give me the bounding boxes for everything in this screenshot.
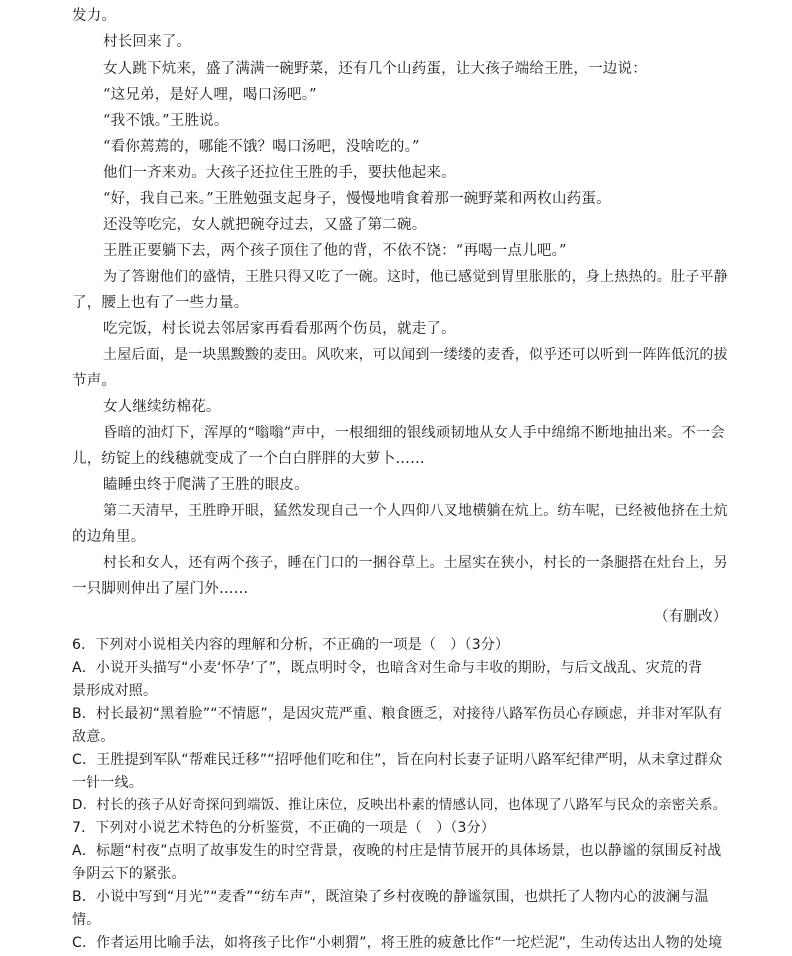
option-line: A．标题“村夜”点明了故事发生的时空背景，夜晚的村庄是情节展开的具体场景，也以静谧的氛围反衬战	[72, 843, 722, 860]
story-line: “看你蔫蔫的，哪能不饿？喝口汤吧，没啥吃的。”	[103, 139, 420, 155]
story-line: 土屋后面，是一块黑黢黢的麦田。风吹来，可以闻到一缕缕的麦香，似乎还可以听到一阵阵低沉的拔	[103, 347, 728, 363]
story-line: 女人继续纺棉花。	[103, 399, 221, 415]
option-line: C．作者运用比喻手法，如将孩子比作“小刺猬”，将王胜的疲惫比作“一坨烂泥”，生动传达出人物的处境	[72, 935, 723, 951]
story-line: 女人跳下炕来，盛了满满一碗野菜，还有几个山药蛋，让大孩子端给王胜，一边说：	[103, 61, 647, 77]
option-line: B．小说中写到“月光”“麦香”“纺车声”，既渲染了乡村夜晚的静谧氛围，也烘托了人物内心的波澜与温	[72, 889, 709, 906]
option-line: A．小说开头描写“小麦‘怀孕’了”，既点明时令，也暗含对生命与丰收的期盼，与后文战乱、灾荒的背	[72, 659, 703, 676]
story-line: “这兄弟，是好人哩，喝口汤吧。”	[103, 87, 317, 103]
story-line: 一只脚则伸出了屋门外……	[72, 581, 249, 597]
question-6-stem: 6．下列对小说相关内容的理解和分析，不正确的一项是（ ）（3分）	[72, 637, 510, 653]
option-line: B．村长最初“黑着脸”“不情愿”，是因灾荒严重、粮食匮乏，对接待八路军伤员心存顾虑，并非对军队有	[72, 705, 723, 722]
option-line: 一针一线。	[72, 774, 143, 791]
story-line: 第二天清早，王胜睁开眼，猛然发现自己一个人四仰八叉地横躺在炕上。纺车呢，已经被他挤在土炕	[103, 503, 728, 519]
option-line: C．王胜提到军队“帮难民迁移”“招呼他们吃和住”，旨在向村长妻子证明八路军纪律严明，从未拿过群众	[72, 751, 723, 768]
option-line: D．村长的孩子从好奇探问到端饭、推让床位，反映出朴素的情感认同，也体现了八路军与民众的亲密关系。	[72, 797, 727, 814]
source-note: （有删改）	[654, 609, 728, 625]
question-7-stem: 7．下列对小说艺术特色的分析鉴赏，不正确的一项是（ ）（3分）	[72, 820, 496, 837]
story-line: 村长回来了。	[103, 34, 192, 50]
story-line: 还没等吃完，女人就把碗夺过去，又盛了第二碗。	[103, 217, 427, 233]
option-line: 情。	[72, 912, 101, 929]
story-line: 儿，纺锭上的线穗就变成了一个白白胖胖的大萝卜……	[72, 451, 425, 467]
story-line: 节声。	[72, 373, 117, 389]
story-line: 了，腰上也有了一些力量。	[72, 295, 249, 311]
option-line: 景形成对照。	[72, 682, 158, 699]
story-line: “好，我自己来。”王胜勉强支起身子，慢慢地啃食着那一碗野菜和两枚山药蛋。	[103, 191, 611, 207]
story-line: 吃完饭，村长说去邻居家再看看那两个伤员，就走了。	[103, 321, 456, 337]
story-line: 瞌睡虫终于爬满了王胜的眼皮。	[103, 477, 309, 493]
story-line: “我不饿。”王胜说。	[103, 113, 229, 129]
story-line: 他们一齐来劝。大孩子还拉住王胜的手，要扶他起来。	[103, 165, 456, 181]
story-line: 村长和女人，还有两个孩子，睡在门口的一捆谷草上。土屋实在狭小，村长的一条腿搭在灶台上，另	[103, 555, 728, 571]
option-line: 敌意。	[72, 728, 115, 745]
option-line: 争阴云下的紧张。	[72, 866, 186, 883]
story-line: 为了答谢他们的盛情，王胜只得又吃了一碗。这时，他已感觉到胃里胀胀的，身上热热的。肚子平静	[103, 269, 728, 285]
story-line: 的边角里。	[72, 529, 146, 545]
story-line: 发力。	[72, 8, 117, 24]
story-line: 昏暗的油灯下，浑厚的“嗡嗡”声中，一根细细的银线顽韧地从女人手中绵绵不断地抽出来。不一会	[103, 425, 725, 441]
story-line: 王胜正要躺下去，两个孩子顶住了他的背，不依不饶：“再喝一点儿吧。”	[103, 243, 567, 259]
